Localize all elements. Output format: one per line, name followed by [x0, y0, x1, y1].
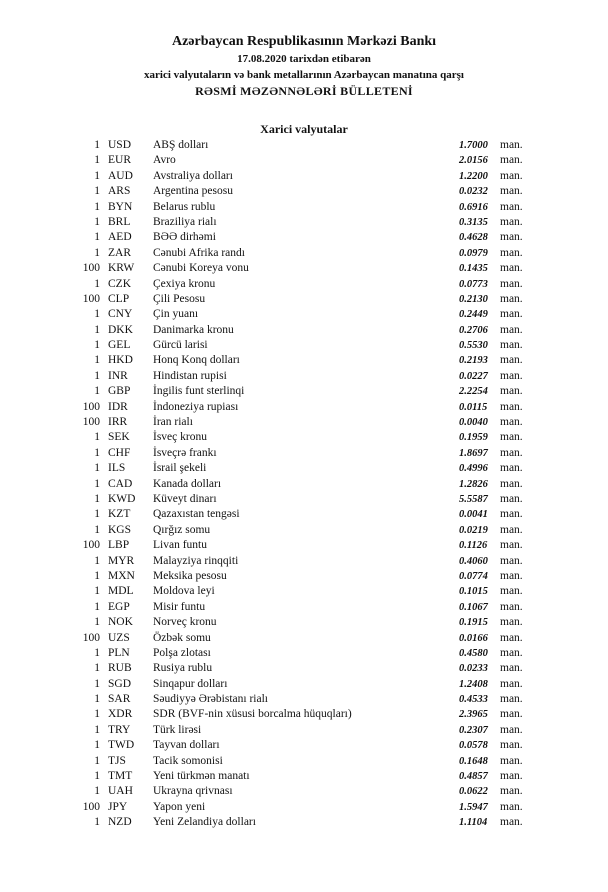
currency-quantity: 1 [94, 723, 100, 736]
currency-row [0, 184, 608, 199]
currency-rate: 0.0115 [459, 401, 488, 413]
currency-unit: man. [500, 754, 523, 767]
currency-rate: 2.3965 [459, 709, 488, 721]
currency-code: KGS [108, 523, 132, 536]
currency-rate: 0.0979 [459, 247, 488, 259]
currency-unit: man. [500, 693, 523, 706]
currency-rate: 1.7000 [459, 140, 488, 151]
currency-row [0, 261, 608, 276]
currency-name: Yapon yeni [153, 800, 206, 813]
currency-code: UAH [108, 785, 133, 798]
currency-rate: 0.2449 [459, 309, 488, 321]
currency-rate: 0.4628 [459, 232, 488, 244]
currency-rate: 0.0227 [459, 370, 488, 382]
currency-quantity: 1 [94, 523, 100, 536]
currency-row [0, 307, 608, 322]
currency-unit: man. [500, 446, 523, 459]
currency-name: Argentina pesosu [153, 185, 233, 198]
currency-row [0, 415, 608, 430]
currency-unit: man. [500, 662, 523, 675]
currency-code: MYR [108, 554, 135, 567]
currency-name: Polşa zlotası [153, 646, 211, 659]
currency-unit: man. [500, 492, 523, 505]
section-title: Xarici valyutalar [260, 122, 348, 136]
currency-code: CAD [108, 477, 133, 490]
currency-rate: 1.8697 [459, 447, 488, 459]
currency-quantity: 1 [94, 215, 100, 228]
currency-rate: 0.0773 [459, 278, 488, 290]
currency-name: Gürcü larisi [153, 339, 208, 352]
currency-code: CHF [108, 446, 131, 459]
currency-name: Səudiyyə Ərəbistanı rialı [153, 693, 268, 706]
currency-quantity: 1 [94, 477, 100, 490]
currency-quantity: 1 [94, 739, 100, 752]
currency-quantity: 1 [94, 185, 100, 198]
currency-row [0, 784, 608, 799]
currency-rate: 0.1067 [459, 601, 488, 613]
currency-code: UZS [108, 631, 130, 644]
currency-code: JPY [108, 800, 128, 813]
currency-rate: 0.0219 [459, 524, 488, 536]
currency-name: ABŞ dolları [153, 139, 209, 151]
currency-unit: man. [500, 677, 523, 690]
currency-quantity: 1 [94, 139, 100, 151]
currency-list [0, 138, 608, 831]
currency-quantity: 100 [82, 416, 100, 429]
currency-quantity: 1 [94, 492, 100, 505]
currency-code: KRW [108, 262, 135, 275]
currency-code: SGD [108, 677, 132, 690]
currency-code: USD [108, 139, 132, 151]
currency-code: GBP [108, 385, 131, 398]
currency-quantity: 1 [94, 200, 100, 213]
currency-row [0, 538, 608, 553]
currency-unit: man. [500, 785, 523, 798]
currency-unit: man. [500, 416, 523, 429]
currency-code: INR [108, 369, 128, 382]
currency-unit: man. [500, 277, 523, 290]
currency-row [0, 815, 608, 830]
currency-name: Qırğız somu [153, 523, 211, 536]
currency-rate: 5.5587 [459, 493, 488, 505]
currency-unit: man. [500, 539, 523, 552]
currency-name: Yeni türkmən manatı [153, 770, 250, 783]
currency-name: Çili Pesosu [153, 292, 206, 305]
currency-row [0, 754, 608, 769]
currency-code: SEK [108, 431, 130, 444]
currency-row [0, 246, 608, 261]
currency-rate: 0.4060 [459, 555, 488, 567]
currency-row [0, 430, 608, 445]
currency-quantity: 1 [94, 385, 100, 398]
currency-unit: man. [500, 646, 523, 659]
currency-row [0, 169, 608, 184]
currency-rate: 0.1959 [459, 432, 488, 444]
currency-quantity: 1 [94, 169, 100, 182]
currency-rate: 0.4857 [459, 771, 488, 783]
currency-rate: 0.4996 [459, 463, 488, 475]
currency-unit: man. [500, 554, 523, 567]
currency-unit: man. [500, 308, 523, 321]
currency-name: İsveç kronu [153, 431, 207, 444]
currency-code: HKD [108, 354, 133, 367]
currency-row [0, 707, 608, 722]
currency-quantity: 1 [94, 585, 100, 598]
currency-quantity: 1 [94, 431, 100, 444]
currency-rate: 2.0156 [459, 155, 488, 167]
currency-name: Malayziya rinqqiti [153, 554, 239, 567]
currency-rate: 0.2307 [459, 724, 488, 736]
currency-row [0, 769, 608, 784]
currency-row [0, 323, 608, 338]
currency-rate: 0.1015 [459, 586, 488, 598]
currency-rate: 0.3135 [459, 216, 488, 228]
currency-row [0, 153, 608, 168]
currency-unit: man. [500, 616, 523, 629]
currency-code: LBP [108, 539, 130, 552]
currency-unit: man. [500, 385, 523, 398]
currency-rate: 0.2706 [459, 324, 488, 336]
currency-quantity: 100 [82, 262, 100, 275]
currency-rate: 1.2200 [459, 170, 488, 182]
currency-unit: man. [500, 431, 523, 444]
currency-code: EGP [108, 600, 130, 613]
effective-date: 17.08.2020 tarixdən etibarən [237, 53, 371, 65]
currency-row [0, 677, 608, 692]
currency-row [0, 584, 608, 599]
currency-code: ZAR [108, 246, 131, 259]
currency-code: AUD [108, 169, 133, 182]
currency-unit: man. [500, 292, 523, 305]
currency-rate: 0.2130 [459, 293, 488, 305]
bank-title: Azərbaycan Respublikasının Mərkəzi Bankı [171, 34, 437, 49]
currency-quantity: 1 [94, 508, 100, 521]
currency-quantity: 100 [82, 400, 100, 413]
currency-code: ARS [108, 185, 131, 198]
currency-row [0, 646, 608, 661]
currency-unit: man. [500, 723, 523, 736]
currency-unit: man. [500, 354, 523, 367]
currency-code: SAR [108, 693, 131, 706]
currency-name: Özbək somu [153, 631, 211, 644]
currency-rate: 1.2408 [459, 678, 488, 690]
currency-code: CNY [108, 308, 133, 321]
currency-quantity: 1 [94, 462, 100, 475]
currency-row [0, 446, 608, 461]
currency-quantity: 1 [94, 354, 100, 367]
currency-rate: 1.2826 [459, 478, 488, 490]
currency-name: Meksika pesosu [153, 569, 227, 582]
currency-row [0, 338, 608, 353]
currency-rate: 2.2254 [459, 386, 488, 398]
currency-rate: 0.4533 [459, 694, 488, 706]
currency-row [0, 384, 608, 399]
currency-code: KZT [108, 508, 131, 521]
currency-rate: 0.0040 [459, 417, 488, 429]
currency-row [0, 369, 608, 384]
currency-row [0, 400, 608, 415]
currency-code: BRL [108, 215, 131, 228]
currency-code: IRR [108, 416, 128, 429]
currency-name: Cənubi Koreya vonu [153, 262, 249, 275]
currency-code: TJS [108, 754, 126, 767]
currency-row [0, 600, 608, 615]
currency-row [0, 661, 608, 676]
currency-rate: 1.5947 [459, 801, 488, 813]
currency-name: Tayvan dolları [153, 739, 220, 752]
currency-code: MXN [108, 569, 135, 582]
currency-quantity: 1 [94, 246, 100, 259]
currency-code: CZK [108, 277, 131, 290]
currency-name: Ukrayna qrivnası [153, 785, 233, 798]
currency-unit: man. [500, 169, 523, 182]
currency-unit: man. [500, 215, 523, 228]
currency-unit: man. [500, 200, 523, 213]
bulletin-header [0, 33, 608, 99]
currency-rate: 1.1104 [459, 817, 488, 829]
currency-quantity: 1 [94, 569, 100, 582]
currency-unit: man. [500, 800, 523, 813]
currency-name: İndoneziya rupiası [153, 400, 239, 413]
currency-quantity: 100 [82, 631, 100, 644]
currency-name: Rusiya rublu [153, 662, 213, 675]
bulletin-title: RƏSMİ MƏZƏNNƏLƏRİ BÜLLETENİ [195, 84, 413, 98]
currency-quantity: 1 [94, 677, 100, 690]
currency-name: Belarus rublu [153, 200, 216, 213]
currency-quantity: 1 [94, 816, 100, 829]
currency-quantity: 100 [82, 292, 100, 305]
currency-name: Honq Konq dolları [153, 354, 240, 367]
currency-rate: 0.5530 [459, 340, 488, 352]
currency-row [0, 200, 608, 215]
currency-rate: 0.0041 [459, 509, 488, 521]
currency-quantity: 1 [94, 662, 100, 675]
currency-name: Yeni Zelandiya dolları [153, 816, 256, 829]
currency-quantity: 1 [94, 231, 100, 244]
currency-unit: man. [500, 185, 523, 198]
currency-code: KWD [108, 492, 136, 505]
currency-code: RUB [108, 662, 132, 675]
currency-code: NOK [108, 616, 133, 629]
currency-name: BƏƏ dirhəmi [153, 231, 216, 244]
currency-quantity: 1 [94, 554, 100, 567]
currency-unit: man. [500, 477, 523, 490]
currency-rate: 0.6916 [459, 201, 488, 213]
currency-name: Qazaxıstan tengəsi [153, 508, 240, 521]
currency-row [0, 738, 608, 753]
currency-unit: man. [500, 139, 523, 151]
currency-rate: 0.1435 [459, 263, 488, 275]
currency-row [0, 277, 608, 292]
currency-unit: man. [500, 246, 523, 259]
currency-name: Livan funtu [153, 539, 207, 552]
currency-rate: 0.1648 [459, 755, 488, 767]
currency-unit: man. [500, 262, 523, 275]
currency-name: İngilis funt sterlinqi [153, 385, 245, 398]
currency-rate: 0.1915 [459, 617, 488, 629]
currency-quantity: 1 [94, 646, 100, 659]
currency-code: CLP [108, 292, 130, 305]
currency-row [0, 230, 608, 245]
currency-code: ILS [108, 462, 126, 475]
currency-unit: man. [500, 523, 523, 536]
currency-code: AED [108, 231, 132, 244]
currency-unit: man. [500, 231, 523, 244]
currency-unit: man. [500, 369, 523, 382]
currency-quantity: 1 [94, 323, 100, 336]
currency-rate: 0.4580 [459, 647, 488, 659]
currency-unit: man. [500, 739, 523, 752]
currency-name: İsveçrə frankı [153, 446, 217, 459]
currency-name: Tacik somonisi [153, 754, 223, 767]
currency-quantity: 1 [94, 616, 100, 629]
currency-row [0, 138, 608, 153]
currency-row [0, 507, 608, 522]
currency-code: MDL [108, 585, 134, 598]
currency-rate: 0.2193 [459, 355, 488, 367]
currency-code: BYN [108, 200, 133, 213]
currency-row [0, 292, 608, 307]
currency-row [0, 215, 608, 230]
currency-quantity: 1 [94, 693, 100, 706]
currency-rate: 0.0233 [459, 663, 488, 675]
currency-quantity: 1 [94, 754, 100, 767]
currency-row [0, 461, 608, 476]
currency-quantity: 1 [94, 446, 100, 459]
currency-row [0, 492, 608, 507]
currency-code: NZD [108, 816, 132, 829]
currency-name: Norveç kronu [153, 616, 217, 629]
currency-unit: man. [500, 631, 523, 644]
currency-quantity: 1 [94, 277, 100, 290]
currency-name: Türk lirəsi [153, 723, 202, 736]
currency-quantity: 1 [94, 770, 100, 783]
bulletin-subtitle: xarici valyutaların və bank metallarının Azərbaycan manatına qarşı [144, 69, 464, 81]
currency-unit: man. [500, 400, 523, 413]
currency-name: Kanada dolları [153, 477, 222, 490]
currency-name: Çin yuanı [153, 308, 199, 321]
currency-code: GEL [108, 339, 131, 352]
currency-row [0, 723, 608, 738]
currency-quantity: 1 [94, 339, 100, 352]
currency-rate: 0.0578 [459, 740, 488, 752]
currency-unit: man. [500, 569, 523, 582]
currency-name: Avro [153, 154, 176, 167]
currency-unit: man. [500, 816, 523, 829]
currency-quantity: 1 [94, 308, 100, 321]
currency-rate: 0.1126 [459, 540, 488, 552]
currency-rate: 0.0622 [459, 786, 488, 798]
currency-quantity: 1 [94, 369, 100, 382]
currency-code: IDR [108, 400, 128, 413]
currency-row [0, 800, 608, 815]
currency-unit: man. [500, 770, 523, 783]
currency-row [0, 523, 608, 538]
currency-unit: man. [500, 462, 523, 475]
currency-code: TMT [108, 770, 133, 783]
currency-row [0, 631, 608, 646]
currency-row [0, 692, 608, 707]
currency-row [0, 477, 608, 492]
currency-unit: man. [500, 154, 523, 167]
currency-name: Hindistan rupisi [153, 369, 227, 382]
currency-rate: 0.0774 [459, 570, 488, 582]
currency-name: Moldova leyi [153, 585, 215, 598]
currency-rate: 0.0232 [459, 186, 488, 198]
currency-name: Avstraliya dolları [153, 169, 233, 182]
currency-code: TWD [108, 739, 135, 752]
currency-unit: man. [500, 708, 523, 721]
currency-row [0, 554, 608, 569]
currency-row [0, 615, 608, 630]
currency-rate: 0.0166 [459, 632, 488, 644]
currency-row [0, 569, 608, 584]
currency-code: TRY [108, 723, 131, 736]
currency-unit: man. [500, 323, 523, 336]
currency-name: Sinqapur dolları [153, 677, 228, 690]
currency-name: Braziliya rialı [153, 215, 217, 228]
currency-unit: man. [500, 600, 523, 613]
currency-name: SDR (BVF-nin xüsusi borcalma hüquqları) [153, 708, 352, 721]
currency-name: Cənubi Afrika randı [153, 246, 245, 259]
currency-code: PLN [108, 646, 130, 659]
currency-quantity: 1 [94, 785, 100, 798]
currency-quantity: 1 [94, 600, 100, 613]
currency-name: İran rialı [153, 416, 193, 429]
currency-quantity: 100 [82, 539, 100, 552]
currency-name: Çexiya kronu [153, 277, 216, 290]
currency-name: Misir funtu [153, 600, 206, 613]
currency-quantity: 1 [94, 154, 100, 167]
currency-unit: man. [500, 508, 523, 521]
currency-quantity: 1 [94, 708, 100, 721]
currency-quantity: 100 [82, 800, 100, 813]
currency-unit: man. [500, 585, 523, 598]
currency-name: Danimarka kronu [153, 323, 234, 336]
currency-code: DKK [108, 323, 133, 336]
currency-name: Küveyt dinarı [153, 492, 217, 505]
currency-row [0, 353, 608, 368]
currency-name: İsrail şekeli [153, 462, 207, 475]
currency-unit: man. [500, 339, 523, 352]
currency-code: XDR [108, 708, 133, 721]
currency-code: EUR [108, 154, 131, 167]
